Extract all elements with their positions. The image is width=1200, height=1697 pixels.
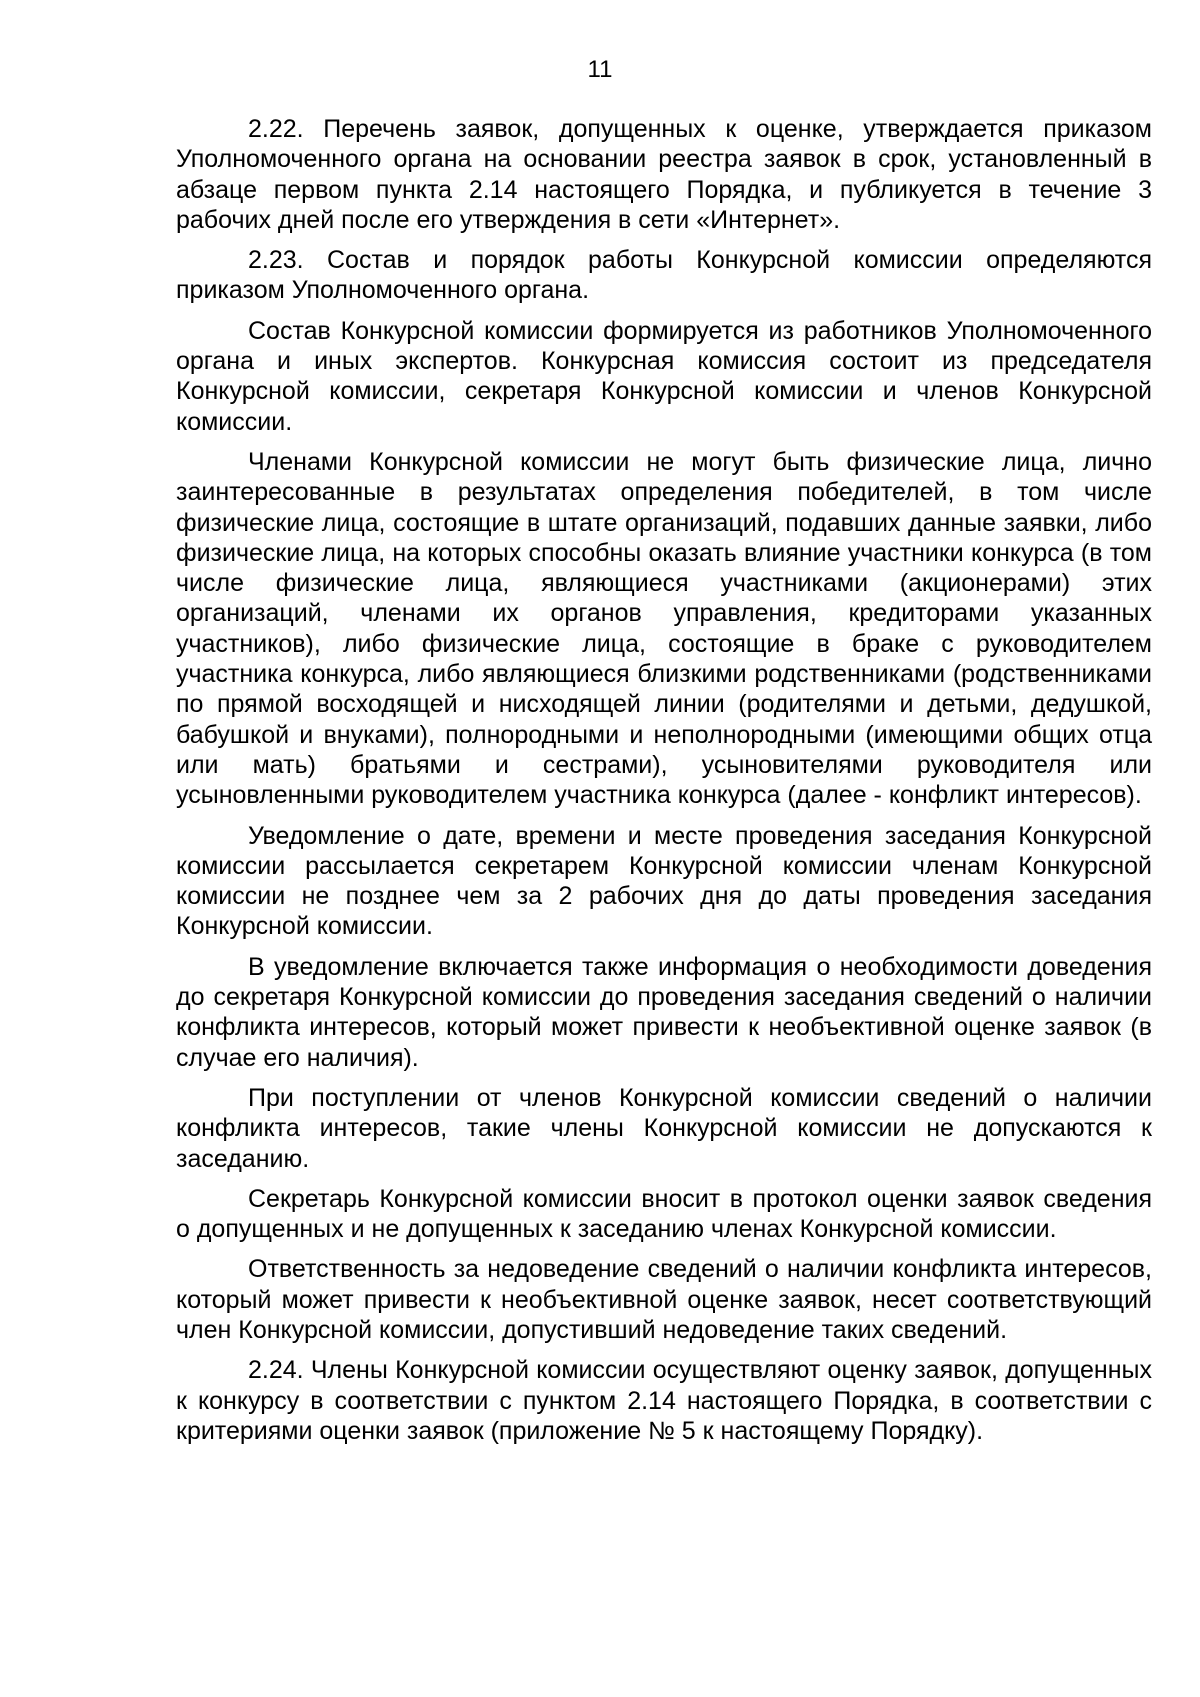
paragraph-2-22: 2.22. Перечень заявок, допущенных к оценке, утверждается приказом Уполномоченного органа на основании реестра заявок в срок, установленный в абзаце первом пункта 2.14 настоящего Порядка, и публикуется в течение 3 рабочих дней после его утверждения в сети «Интернет».	[176, 115, 1152, 234]
paragraph-responsibility: Ответственность за недоведение сведений о наличии конфликта интересов, который может привести к необъективной оценке заявок, несет соответствующий член Конкурсной комиссии, допустивший недоведение таких сведений.	[176, 1255, 1152, 1344]
document-body	[176, 114, 1152, 1456]
paragraph-members-excluded: При поступлении от членов Конкурсной комиссии сведений о наличии конфликта интересов, такие члены Конкурсной комиссии не допускаются к заседанию.	[176, 1083, 1152, 1173]
paragraph-2-24: 2.24. Члены Конкурсной комиссии осуществляют оценку заявок, допущенных к конкурсу в соответствии с пунктом 2.14 настоящего Порядка, в соответствии с критериями оценки заявок (приложение № 5 к настоящему Порядку).	[176, 1356, 1152, 1445]
paragraph-commission-composition: Состав Конкурсной комиссии формируется из работников Уполномоченного органа и иных экспертов. Конкурсная комиссия состоит из председателя Конкурсной комиссии, секретаря Конкурсной комиссии и членов Конкурсной комиссии.	[176, 316, 1152, 436]
paragraph-meeting-notice: Уведомление о дате, времени и месте проведения заседания Конкурсной комиссии рассылается секретарем Конкурсной комиссии членам Конкурсной комиссии не позднее чем за 2 рабочих дня до даты проведения заседания Конкурсной комиссии.	[176, 821, 1152, 941]
paragraph-notice-contents: В уведомление включается также информация о необходимости доведения до секретаря Конкурсной комиссии до проведения заседания сведений о наличии конфликта интересов, который может привести к необъективной оценке заявок (в случае его наличия).	[176, 952, 1152, 1072]
paragraph-conflict-of-interest: Членами Конкурсной комиссии не могут быть физические лица, лично заинтересованные в результатах определения победителей, в том числе физические лица, состоящие в штате организаций, подавших данные заявки, либо физические лица, на которых способны оказать влияние участники конкурса (в том числе физические лица, являющиеся участниками (акционерами) этих организаций, членами их органов управления, кредиторами указанных участников), либо физические лица, состоящие в браке с руководителем участника конкурса, либо являющиеся близкими родственниками (родственниками по прямой восходящей и нисходящей линии (родителями и детьми, дедушкой, бабушкой и внуками), полнородными и неполнородными (имеющими общих отца или мать) братьями и сестрами), усыновителями руководителя или усыновленными руководителем участника конкурса (далее - конфликт интересов).	[176, 447, 1152, 810]
page-number: 11	[587, 56, 613, 83]
paragraph-2-23: 2.23. Состав и порядок работы Конкурсной комиссии определяются приказом Уполномоченного органа.	[176, 246, 1152, 305]
paragraph-secretary-protocol: Секретарь Конкурсной комиссии вносит в протокол оценки заявок сведения о допущенных и не допущенных к заседанию членах Конкурсной комиссии.	[176, 1184, 1152, 1244]
